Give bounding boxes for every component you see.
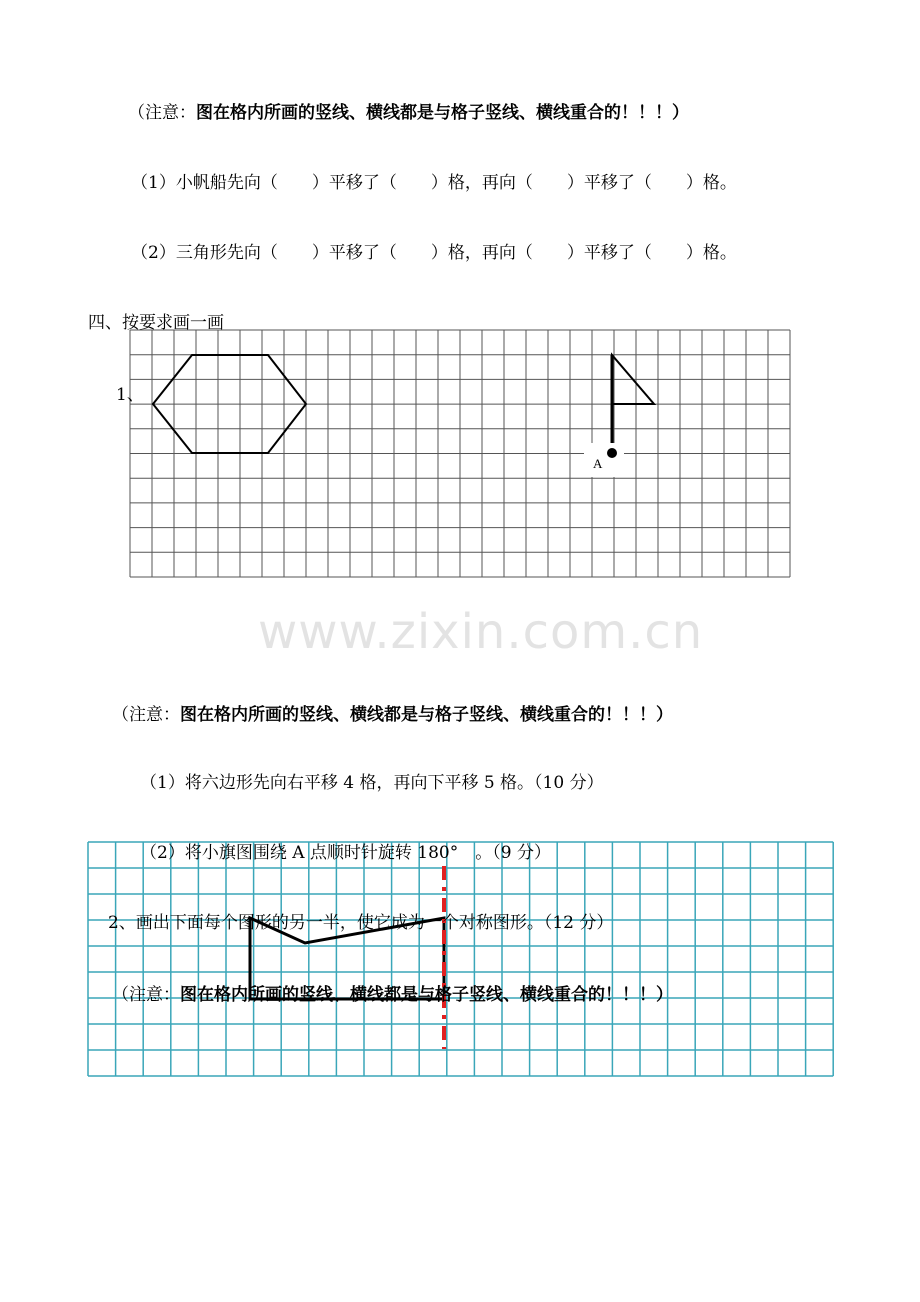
section4-title: 四、按要求画一画 — [88, 313, 224, 333]
grid-2 — [88, 842, 833, 1076]
note-bold: 图在格内所画的竖线、横线都是与格子竖线、横线重合的！！！） — [180, 705, 673, 725]
point-a-label: A — [593, 456, 603, 471]
note-prefix: （注意： — [112, 985, 180, 1005]
watermark: www.zixin.com.cn — [258, 604, 704, 660]
note-prefix: （注意： — [128, 103, 196, 123]
q1-boat-line: （1）小帆船先向（ ）平移了（ ）格，再向（ ）平移了（ ）格。 — [131, 173, 737, 193]
point-a-dot — [607, 448, 617, 458]
flag-shape — [584, 355, 654, 477]
note-bold: 图在格内所画的竖线、横线都是与格子竖线、横线重合的！！！） — [196, 103, 689, 123]
p1-task2: （2）将小旗图围绕 A 点顺时针旋转 180° 。（9 分） — [140, 843, 551, 863]
p2-label: 2、画出下面每个图形的另一半，使它成为一个对称图形。（12 分） — [108, 913, 614, 933]
p1-label: 1、 — [116, 385, 144, 405]
note-bold: 图在格内所画的竖线、横线都是与格子竖线、横线重合的！！！） — [180, 985, 673, 1005]
point-label-bg — [584, 443, 624, 477]
note-prefix: （注意： — [112, 705, 180, 725]
note-line-2 — [112, 704, 920, 726]
note-line-3 — [112, 984, 920, 1006]
q1-triangle-line: （2）三角形先向（ ）平移了（ ）格，再向（ ）平移了（ ）格。 — [131, 243, 737, 263]
note-line-1 — [128, 102, 920, 124]
p1-task1: （1）将六边形先向右平移 4 格，再向下平移 5 格。（10 分） — [140, 773, 604, 793]
